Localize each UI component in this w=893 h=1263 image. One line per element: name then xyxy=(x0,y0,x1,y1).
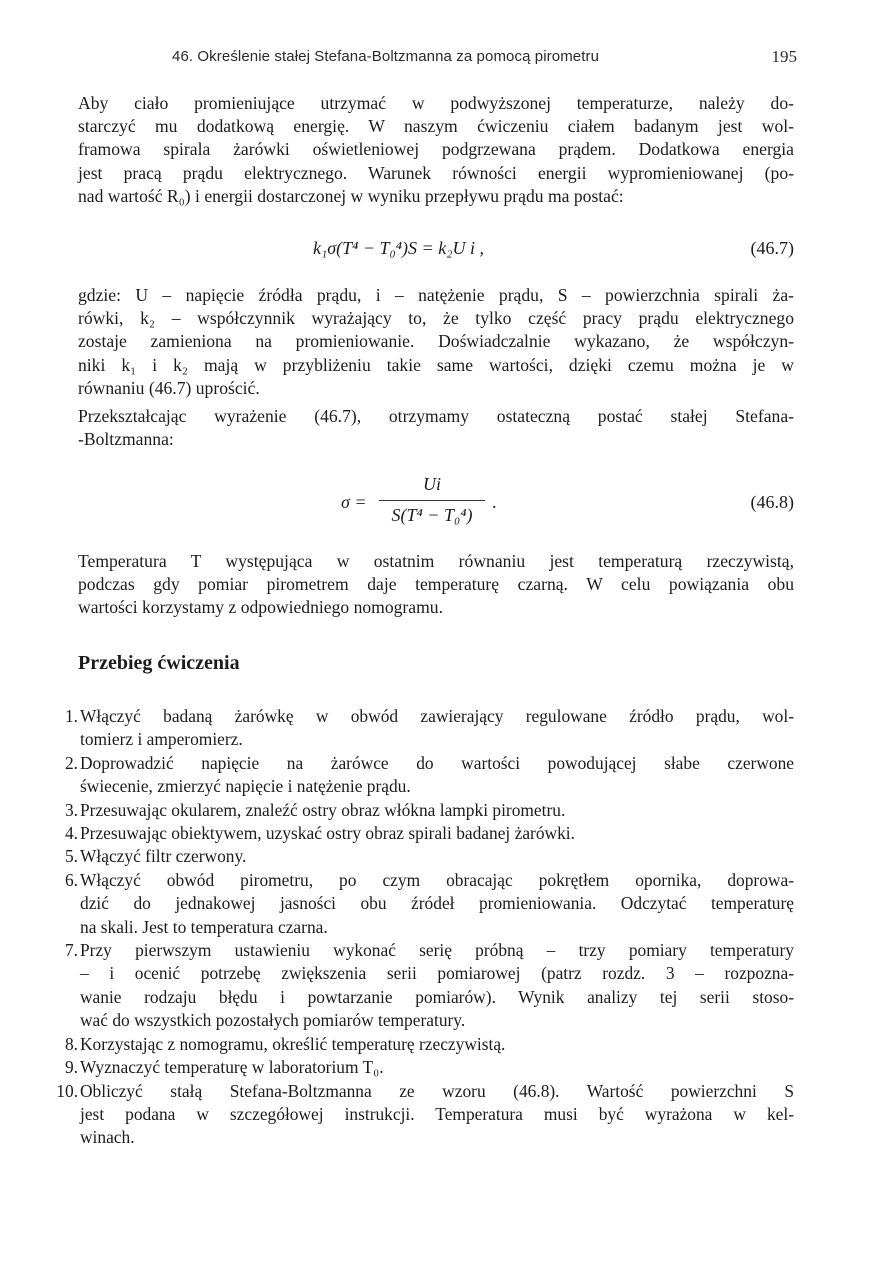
step-4 xyxy=(54,822,794,845)
equation-lhs: σ = xyxy=(341,492,367,512)
page-number: 195 xyxy=(771,47,797,66)
equation-trailing-dot: . xyxy=(492,492,497,512)
text-line: Temperatura T występująca w ostatnim równaniu jest temperaturą rzeczywistą, xyxy=(78,551,794,571)
running-header xyxy=(78,48,797,70)
step-text-line: dzić do jednakowej jasności obu źródeł promieniowania. Odczytać temperaturę xyxy=(80,893,794,914)
step-text-line: Doprowadzić napięcie na żarówce do wartości powodującej słabe czerwone xyxy=(80,752,794,773)
step-text-line: na skali. Jest to temperatura czarna. xyxy=(80,916,328,937)
fraction xyxy=(377,474,487,526)
text-line: podczas gdy pomiar pirometrem daje temperaturę czarną. W celu powiązania obu xyxy=(78,574,794,595)
fraction-numerator: Ui xyxy=(423,474,441,494)
step-text-line: świecenie, zmierzyć napięcie i natężenie prądu. xyxy=(80,776,411,797)
equation-46-8 xyxy=(78,474,794,538)
paragraph-intro xyxy=(78,92,794,208)
text-line: zostaje zamieniona na promieniowanie. Doświadczalnie wykazano, że współczyn- xyxy=(78,331,794,352)
step-text-line: Obliczyć stałą Stefana-Boltzmanna ze wzoru (46.8). Wartość powierzchni S xyxy=(80,1080,794,1101)
text-line: Przekształcając wyrażenie (46.7), otrzymamy ostateczną postać stałej Stefana- xyxy=(78,406,794,426)
step-9 xyxy=(54,1056,794,1079)
step-text-line: wać do wszystkich pozostałych pomiarów temperatury. xyxy=(80,1010,466,1031)
text-line: -Boltzmanna: xyxy=(78,429,174,450)
step-number: 8. xyxy=(64,1033,78,1054)
text-line: Aby ciało promieniujące utrzymać w podwyższonej temperaturze, należy do- xyxy=(78,93,794,113)
step-number: 6. xyxy=(64,869,78,890)
step-text-line: Włączyć obwód pirometru, po czym obracając pokrętłem opornika, doprowa- xyxy=(80,869,794,890)
step-number: 4. xyxy=(64,823,78,844)
equation-body: k₁σ(T⁴ − T₀⁴)S = k₂U i , xyxy=(313,238,484,258)
step-text-line: tomierz i amperomierz. xyxy=(80,729,243,750)
step-text-line: Włączyć badaną żarówkę w obwód zawierający regulowane źródło prądu, wol- xyxy=(80,706,794,726)
text-line: rówki, k₂ – współczynnik wyrażający to, że tylko część pracy prądu elektrycznego xyxy=(78,308,794,329)
step-text-line: Przesuwając obiektywem, uzyskać ostry obraz spirali badanej żarówki. xyxy=(80,823,575,844)
step-number: 5. xyxy=(64,846,78,867)
text-line: framowa spirala żarówki oświetleniowej podgrzewana prądem. Dodatkowa energia xyxy=(78,139,794,160)
fraction-bar xyxy=(379,500,485,501)
step-6 xyxy=(54,869,794,939)
equation-number: (46.8) xyxy=(750,492,794,512)
step-number: 7. xyxy=(64,940,78,961)
running-header-title: 46. Określenie stałej Stefana-Boltzmanna za pomocą pirometru xyxy=(172,48,600,65)
text-line: jest pracą prądu elektrycznego. Warunek równości energii wypromieniowanej (po- xyxy=(78,162,794,183)
step-number: 9. xyxy=(64,1057,78,1078)
equation-number: (46.7) xyxy=(750,238,794,258)
text-line: równaniu (46.7) uprościć. xyxy=(78,377,260,398)
step-10 xyxy=(54,1080,794,1150)
step-number: 1. xyxy=(64,706,78,726)
fraction-denominator: S(T⁴ − T₀⁴) xyxy=(391,505,473,525)
step-5 xyxy=(54,845,794,868)
step-text-line: – i ocenić potrzebę zwiększenia serii pomiarowej (patrz rozdz. 3 – rozpozna- xyxy=(80,963,794,984)
step-text-line: Korzystając z nomogramu, określić temperaturę rzeczywistą. xyxy=(80,1033,506,1054)
text-line: gdzie: U – napięcie źródła prądu, i – natężenie prądu, S – powierzchnia spirali ża- xyxy=(78,285,794,305)
text-line: nad wartość R₀) i energii dostarczonej w wyniku przepływu prądu ma postać: xyxy=(78,185,624,206)
step-text-line: Wyznaczyć temperaturę w laboratorium T₀. xyxy=(80,1057,384,1078)
step-number: 10. xyxy=(56,1080,78,1101)
text-line: niki k₁ i k₂ mają w przybliżeniu takie same wartości, dzięki czemu można je w xyxy=(78,354,794,375)
step-number: 3. xyxy=(64,799,78,820)
step-3 xyxy=(54,799,794,822)
step-text-line: Włączyć filtr czerwony. xyxy=(80,846,247,867)
step-text-line: winach. xyxy=(80,1127,135,1148)
equation-46-7 xyxy=(78,238,794,268)
step-2 xyxy=(54,752,794,799)
paragraph-definitions xyxy=(78,284,794,400)
text-line: wartości korzystamy z odpowiedniego nomogramu. xyxy=(78,597,443,618)
paragraph-transform xyxy=(78,405,794,451)
procedure-steps xyxy=(54,705,794,1150)
step-8 xyxy=(54,1033,794,1056)
step-text-line: wanie rodzaju błędu i powtarzanie pomiarów). Wynik analizy tej serii stoso- xyxy=(80,986,794,1007)
step-1 xyxy=(54,705,794,752)
text-line: starczyć mu dodatkową energię. W naszym ćwiczeniu ciałem badanym jest wol- xyxy=(78,116,794,137)
step-text-line: Przesuwając okularem, znaleźć ostry obraz włókna lampki pirometru. xyxy=(80,799,566,820)
step-text-line: jest podana w szczegółowej instrukcji. Temperatura musi być wyrażona w kel- xyxy=(80,1103,794,1124)
section-heading: Przebieg ćwiczenia xyxy=(78,652,240,674)
paragraph-temperature xyxy=(78,550,794,620)
step-7 xyxy=(54,939,794,1033)
step-text-line: Przy pierwszym ustawieniu wykonać serię próbną – trzy pomiary temperatury xyxy=(80,940,794,961)
step-number: 2. xyxy=(64,752,78,773)
